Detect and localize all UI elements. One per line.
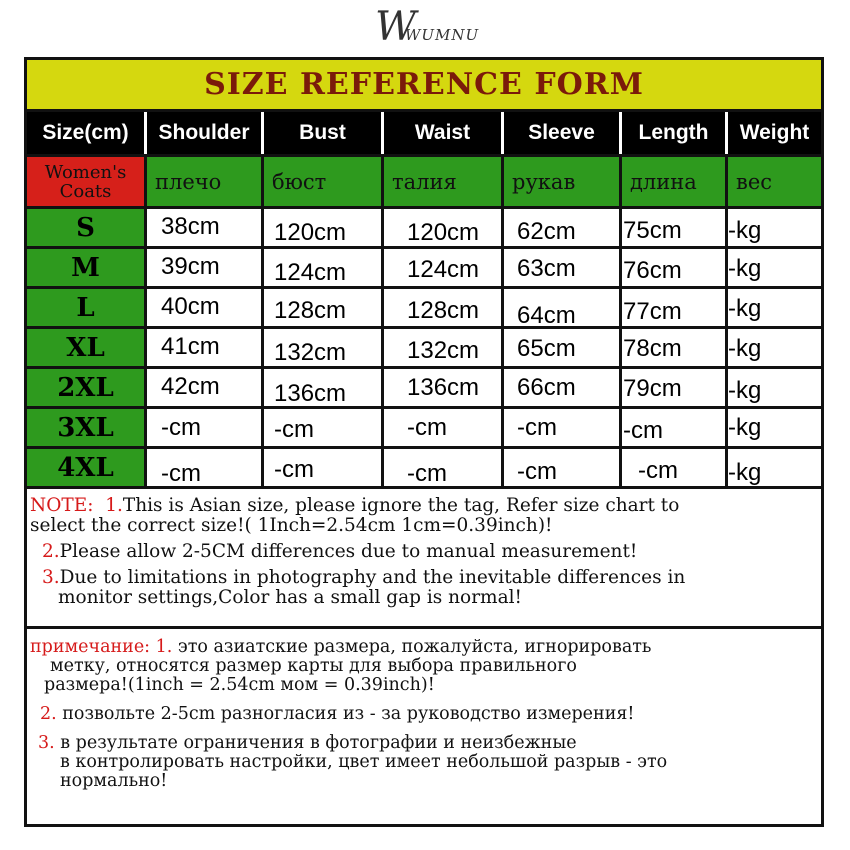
bust-cell	[264, 209, 384, 246]
shoulder-cell	[147, 249, 264, 286]
notes-russian	[30, 638, 818, 791]
note-text: размера!(1inch = 2.54cm мом = 0.39inch)!	[44, 675, 435, 695]
brand-logo	[375, 4, 485, 56]
cell-value: 41cm	[161, 333, 220, 360]
cell-value: -cm	[161, 414, 201, 441]
bust-cell	[264, 369, 384, 406]
weight-cell	[728, 449, 821, 486]
logo-letter: W	[375, 4, 417, 50]
table-row	[27, 409, 821, 449]
waist-cell	[384, 369, 504, 406]
note-text: нормально!	[60, 771, 168, 791]
size-label: L	[27, 289, 147, 326]
note-text: в контролировать настройки, цвет имеет небольшой разрыв - это	[60, 752, 668, 772]
cell-value: 136cm	[274, 380, 347, 406]
bust-cell	[264, 329, 384, 366]
cell-value: 64cm	[517, 302, 576, 326]
cell-value: -kg	[728, 255, 762, 282]
note-text: select the correct size!( 1Inch=2.54cm 1cm=0.39inch)!	[30, 515, 553, 536]
shoulder-cell	[147, 329, 264, 366]
sleeve-cell	[504, 449, 622, 486]
note-text: в результате ограничения в фотографии и неизбежные	[54, 733, 577, 753]
note-text: This is Asian size, please ignore the tag, Refer size chart to	[122, 495, 680, 516]
shoulder-cell	[147, 209, 264, 246]
header-sleeve: Sleeve	[504, 112, 622, 154]
table-row	[27, 249, 821, 289]
cell-value: 132cm	[407, 337, 480, 364]
cell-value: 38cm	[161, 213, 220, 240]
cell-value: 120cm	[407, 219, 480, 246]
table-row	[27, 449, 821, 489]
length-cell	[622, 369, 728, 406]
length-cell	[622, 289, 728, 326]
logo-wordmark: WUMNU	[405, 26, 480, 44]
cell-value: -cm	[517, 458, 557, 485]
size-label: 2XL	[27, 369, 147, 406]
cell-value: 65cm	[517, 335, 576, 362]
cell-value: 132cm	[274, 339, 347, 366]
cell-value: -cm	[274, 416, 314, 443]
shoulder-cell	[147, 449, 264, 486]
table-subheader-row	[27, 157, 821, 209]
cell-value: -cm	[274, 456, 314, 483]
subheader-weight-ru: вес	[728, 157, 821, 206]
waist-cell	[384, 449, 504, 486]
cell-value: -kg	[728, 217, 762, 244]
note-number: 2.	[42, 541, 60, 562]
cell-value: 78cm	[623, 335, 682, 362]
note-number: 3.	[38, 733, 55, 753]
cell-value: 128cm	[407, 297, 480, 324]
cell-value: 75cm	[623, 217, 682, 244]
cell-value: -cm	[623, 417, 663, 444]
note-text: метку, относятся размер карты для выбора правильного	[50, 656, 577, 676]
table-row	[27, 369, 821, 409]
note-number: 3.	[42, 567, 60, 588]
notes-english	[30, 496, 818, 608]
weight-cell	[728, 289, 821, 326]
note-number: 2.	[40, 704, 57, 724]
shoulder-cell	[147, 369, 264, 406]
cell-value: 124cm	[407, 256, 480, 283]
cell-value: -kg	[728, 335, 762, 362]
bust-cell	[264, 449, 384, 486]
size-label: 3XL	[27, 409, 147, 446]
sleeve-cell	[504, 289, 622, 326]
cell-value: 40cm	[161, 293, 220, 320]
size-label: 4XL	[27, 449, 147, 486]
waist-cell	[384, 249, 504, 286]
cell-value: 76cm	[623, 257, 682, 284]
header-size: Size(cm)	[27, 112, 147, 154]
cell-value: -kg	[728, 459, 762, 486]
note-text: Please allow 2-5CM differences due to manual measurement!	[59, 541, 638, 562]
cell-value: 62cm	[517, 218, 576, 245]
length-cell	[622, 409, 728, 446]
header-waist: Waist	[384, 112, 504, 154]
sleeve-cell	[504, 249, 622, 286]
weight-cell	[728, 409, 821, 446]
note-label: примечание: 1.	[30, 637, 173, 657]
title-bar	[27, 60, 821, 112]
cell-value: 136cm	[407, 374, 480, 401]
subheader-bust-ru: бюст	[264, 157, 384, 206]
note-text: monitor settings,Color has a small gap is normal!	[58, 587, 522, 608]
waist-cell	[384, 209, 504, 246]
size-label: S	[27, 209, 147, 246]
length-cell	[622, 449, 728, 486]
subheader-length-ru: длина	[622, 157, 728, 206]
note-number: 1.	[105, 495, 123, 516]
sleeve-cell	[504, 329, 622, 366]
waist-cell	[384, 329, 504, 366]
note-text: это азиатские размера, пожалуйста, игнорировать	[172, 637, 652, 657]
header-length: Length	[622, 112, 728, 154]
waist-cell	[384, 409, 504, 446]
cell-value: -kg	[728, 414, 762, 441]
bust-cell	[264, 289, 384, 326]
note-text: позвольте 2-5cm разногласия из - за руководство измерения!	[56, 704, 635, 724]
subheader-sleeve-ru: рукав	[504, 157, 622, 206]
weight-cell	[728, 369, 821, 406]
weight-cell	[728, 209, 821, 246]
waist-cell	[384, 289, 504, 326]
page-title: SIZE REFERENCE FORM	[204, 67, 644, 102]
cell-value: -cm	[638, 457, 678, 484]
table-header-row	[27, 112, 821, 157]
section-divider	[27, 626, 821, 629]
table-row	[27, 329, 821, 369]
header-shoulder: Shoulder	[147, 112, 264, 154]
bust-cell	[264, 249, 384, 286]
subheader-shoulder-ru: плечо	[147, 157, 264, 206]
sleeve-cell	[504, 209, 622, 246]
size-table	[27, 112, 821, 489]
cell-value: 120cm	[274, 219, 347, 246]
category-label: Women's Coats	[27, 157, 147, 206]
cell-value: 63cm	[517, 255, 576, 282]
weight-cell	[728, 249, 821, 286]
cell-value: 77cm	[623, 298, 682, 325]
weight-cell	[728, 329, 821, 366]
cell-value: 79cm	[623, 375, 682, 402]
shoulder-cell	[147, 289, 264, 326]
header-weight: Weight	[728, 112, 821, 154]
note-text: Due to limitations in photography and the inevitable differences in	[59, 567, 686, 588]
length-cell	[622, 249, 728, 286]
cell-value: 128cm	[274, 297, 347, 324]
cell-value: 39cm	[161, 253, 220, 280]
bust-cell	[264, 409, 384, 446]
cell-value: -cm	[407, 460, 447, 486]
cell-value: 66cm	[517, 374, 576, 401]
cell-value: 124cm	[274, 259, 347, 286]
note-label: NOTE:	[30, 495, 94, 516]
table-row	[27, 289, 821, 329]
cell-value: -cm	[161, 460, 201, 486]
cell-value: 42cm	[161, 373, 220, 400]
size-label: M	[27, 249, 147, 286]
cell-value: -cm	[407, 414, 447, 441]
sleeve-cell	[504, 369, 622, 406]
length-cell	[622, 209, 728, 246]
length-cell	[622, 329, 728, 366]
size-label: XL	[27, 329, 147, 366]
cell-value: -kg	[728, 295, 762, 322]
table-row	[27, 209, 821, 249]
header-bust: Bust	[264, 112, 384, 154]
cell-value: -kg	[728, 377, 762, 404]
subheader-waist-ru: талия	[384, 157, 504, 206]
sleeve-cell	[504, 409, 622, 446]
cell-value: -cm	[517, 414, 557, 441]
shoulder-cell	[147, 409, 264, 446]
